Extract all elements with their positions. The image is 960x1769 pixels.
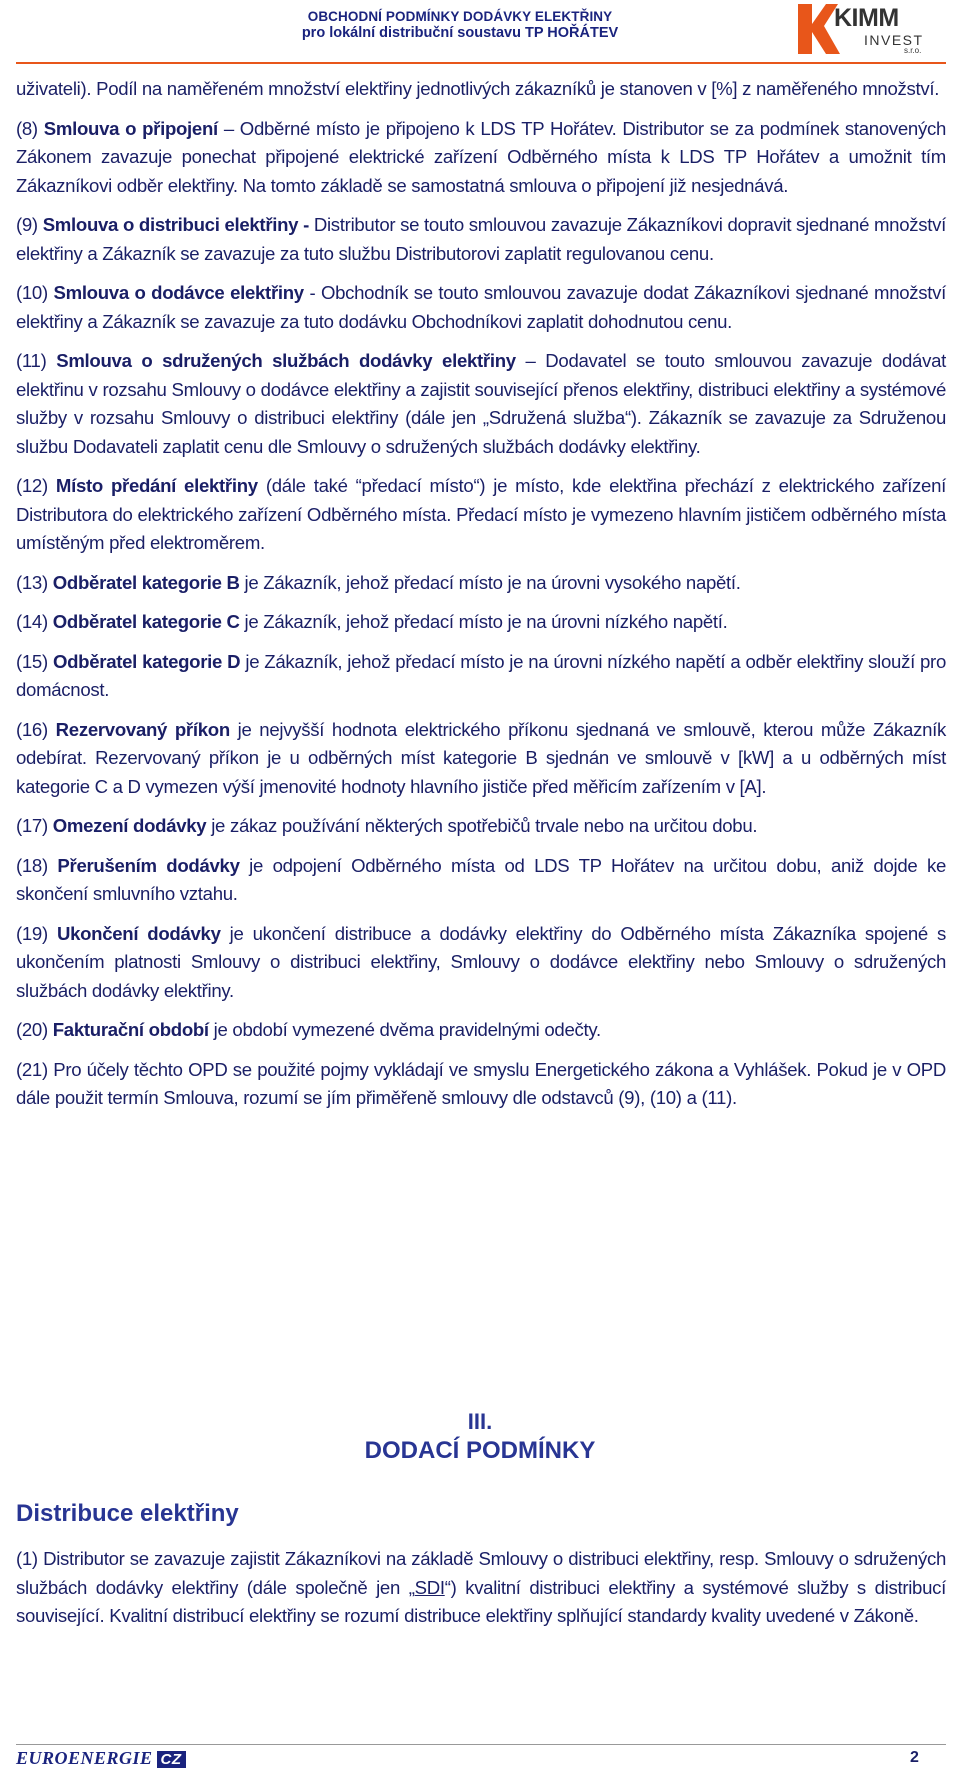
paragraph-20: (20) Fakturační období je období vymezené dvěma pravidelnými odečty. xyxy=(16,1019,601,1040)
term: Odběratel kategorie C xyxy=(52,611,240,632)
paragraph-8: (8) Smlouva o připojení – Odběrné místo je připojeno k LDS TP Hořátev. Distributor se za podmínek stanovených Zákonem zavazuje ponechat připojené elektrické zařízení Odběrného místa k LDS TP Hořátev a umožnit tím Zákazníkovi odběr elektřiny. Na tomto základě se samostatná smlouva o připojení již nesjednává. xyxy=(16,117,946,196)
section-body xyxy=(16,1545,946,1631)
paragraph-13: (13) Odběratel kategorie B je Zákazník, jehož předací místo je na úrovni vysokého napětí. xyxy=(16,571,741,593)
logo-subtext: INVEST xyxy=(864,32,924,48)
paragraph-11: (11) Smlouva o sdružených službách dodávky elektřiny – Dodavatel se touto smlouvou zavazuje dodávat elektřinu v rozsahu Smlouvy o dodávce elektřiny a zajistit související přenos elektřiny, distribuci elektřiny a systémové služby v rozsahu Smlouvy o distribuci elektřiny (dále jen „Sdružená služba“). Zákazník se zavazuje za Sdruženou službu Dodavateli zaplatit cenu dle Smlouvy o sdružených službách dodávky elektřiny. xyxy=(16,350,946,457)
term: Odběratel kategorie D xyxy=(52,650,241,672)
sdi-abbreviation: SDI xyxy=(414,1576,445,1598)
page-number: 2 xyxy=(910,1749,919,1766)
document-body xyxy=(16,75,946,1124)
footer-divider xyxy=(16,1744,946,1745)
paragraph-15: (15) Odběratel kategorie D je Zákazník, jehož předací místo je na úrovni nízkého napětí a odběr elektřiny slouží pro domácnost. xyxy=(16,650,946,700)
subheading: Distribuce elektřiny xyxy=(16,1500,239,1527)
paragraph-16: (16) Rezervovaný příkon je nejvyšší hodnota elektrického příkonu sjednaná ve smlouvě, kterou může Zákazník odebírat. Rezervovaný příkon je u odběrných míst kategorie B sjednán ve smlouvě v [kW] a u odběrných míst kategorie C a D vymezen výší jmenovité hodnoty hlavního jističe před měřicím zařízením v [A]. xyxy=(16,718,946,797)
term: Smlouva o sdružených službách dodávky elektřiny xyxy=(56,350,516,371)
logo-sro: s.r.o. xyxy=(904,46,922,55)
term: Ukončení dodávky xyxy=(56,922,221,944)
paragraph-12: (12) Místo předání elektřiny (dále také “předací místo“) je místo, kde elektřina přechází z elektrického zařízení Distributora do elektrického zařízení Odběrného místa. Předací místo je vymezeno hlavním jističem odběrného místa umístěným před elektroměrem. xyxy=(16,475,946,553)
paragraph-intro: uživateli). Podíl na naměřeném množství elektřiny jednotlivých zákazníků je stanoven v [%] z naměřeného množství. xyxy=(16,78,940,99)
section-paragraph-1: (1) Distributor se zavazuje zajistit Zákazníkovi na základě Smlouvy o distribuci elektřiny, resp. Smlouvy o sdružených službách dodávky elektřiny (dále společně jen „SDI“) kvalitní distribuci elektřiny a systémové služby s distribucí související. Kvalitní distribucí elektřiny se rozumí distribuce elektřiny splňující standardy kvality uvedené v Zákoně. xyxy=(16,1548,947,1626)
section-number: III. xyxy=(467,1409,493,1434)
logo-text: KIMM xyxy=(834,4,899,32)
term: Smlouva o distribuci elektřiny - xyxy=(42,214,309,235)
paragraph-10: (10) Smlouva o dodávce elektřiny - Obchodník se touto smlouvou zavazuje dodat Zákazníkovi sjednané množství elektřiny a Zákazník se zavazuje za tuto dodávku Obchodníkovi zaplatit dohodnutou cenu. xyxy=(16,282,946,332)
term: Odběratel kategorie B xyxy=(52,571,240,593)
term: Smlouva o připojení xyxy=(43,117,218,139)
term: Omezení dodávky xyxy=(52,815,207,836)
term: Místo předání elektřiny xyxy=(55,475,258,496)
term: Smlouva o dodávce elektřiny xyxy=(53,282,304,303)
paragraph-21: (21) Pro účely těchto OPD se použité pojmy vykládají ve smyslu Energetického zákona a Vyhlášek. Pokud je v OPD dále použit termín Smlouva, rozumí se jím přiměřeně smlouvy dle odstavců (9), (10) a (11). xyxy=(16,1058,946,1108)
section-heading xyxy=(0,1408,960,1466)
document-title-line2: pro lokální distribuční soustavu TP HOŘÁTEV xyxy=(301,25,619,41)
page-header xyxy=(0,0,960,60)
term: Fakturační období xyxy=(52,1019,209,1040)
euroenergie-logo: EUROENERGIE CZ xyxy=(16,1748,186,1769)
header-divider xyxy=(16,62,946,64)
kimm-invest-logo xyxy=(796,2,952,56)
paragraph-9: (9) Smlouva o distribuci elektřiny - Distributor se touto smlouvou zavazuje Zákazníkovi dopravit sjednané množství elektřiny a Zákazník se zavazuje za tuto službu Distributorovi zaplatit regulovanou cenu. xyxy=(16,214,946,264)
paragraph-19: (19) Ukončení dodávky je ukončení distribuce a dodávky elektřiny do Odběrného místa Zákazníka spojené s ukončením platnosti Smlouvy o distribuci elektřiny, Smlouvy o dodávce elektřiny nebo Smlouvy o sdružených službách dodávky elektřiny. xyxy=(16,922,946,1001)
section-title: DODACÍ PODMÍNKY xyxy=(364,1437,596,1464)
term: Rezervovaný příkon xyxy=(55,718,230,740)
paragraph-18: (18) Přerušením dodávky je odpojení Odběrného místa od LDS TP Hořátev na určitou dobu, aniž dojde ke skončení smluvního vztahu. xyxy=(16,854,946,904)
document-title-line1: OBCHODNÍ PODMÍNKY DODÁVKY ELEKTŘINY xyxy=(307,9,613,24)
paragraph-14: (14) Odběratel kategorie C je Zákazník, jehož předací místo je na úrovni nízkého napětí. xyxy=(16,611,728,632)
term: Přerušením dodávky xyxy=(57,854,240,876)
document-title xyxy=(250,8,670,42)
paragraph-17: (17) Omezení dodávky je zákaz používání některých spotřebičů trvale nebo na určitou dobu. xyxy=(16,815,758,836)
